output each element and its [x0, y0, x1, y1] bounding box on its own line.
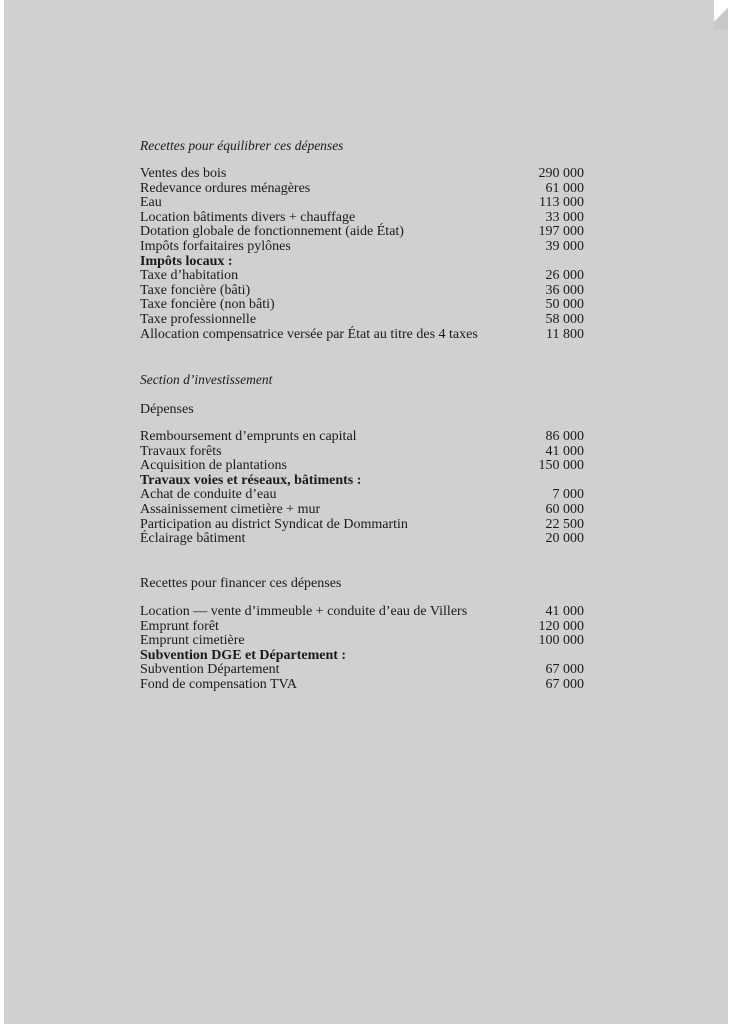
budget-line — [140, 620, 584, 635]
budget-line — [140, 313, 584, 328]
depenses-investissement-list — [140, 430, 584, 547]
budget-line — [140, 298, 584, 313]
budget-line — [140, 518, 584, 533]
line-label: Travaux forêts — [140, 443, 222, 459]
line-amount: 26 000 — [545, 268, 584, 284]
line-label: Participation au district Syndicat de Dommartin — [140, 516, 408, 532]
depenses-heading: Dépenses — [140, 402, 194, 417]
line-amount: 11 800 — [546, 326, 584, 342]
line-amount: 290 000 — [538, 166, 584, 181]
subsection-heading — [140, 474, 584, 489]
line-label: Impôts locaux : — [140, 253, 233, 269]
line-amount: 41 000 — [545, 443, 584, 459]
line-label: Redevance ordures ménagères — [140, 180, 311, 196]
line-label: Subvention Département — [140, 662, 280, 678]
budget-line — [140, 269, 584, 284]
line-label: Emprunt forêt — [140, 618, 219, 634]
line-label: Subvention DGE et Département : — [140, 647, 347, 663]
line-amount: 41 000 — [545, 604, 584, 619]
budget-line — [140, 284, 584, 299]
budget-line — [140, 663, 584, 678]
line-label: Location bâtiments divers + chauffage — [140, 209, 356, 225]
budget-line — [140, 503, 584, 518]
budget-line — [140, 532, 584, 547]
line-label: Éclairage bâtiment — [140, 531, 246, 547]
subsection-heading — [140, 255, 584, 270]
line-label: Location — vente d’immeuble + conduite d’eau de Villers — [140, 604, 468, 619]
recettes-financement-list — [140, 605, 584, 693]
budget-line — [140, 240, 584, 255]
line-amount: 7 000 — [552, 487, 584, 503]
line-amount: 86 000 — [545, 429, 584, 444]
budget-line — [140, 225, 584, 240]
line-label: Eau — [140, 195, 162, 211]
line-amount: 36 000 — [545, 282, 584, 298]
line-amount: 61 000 — [545, 180, 584, 196]
line-amount: 100 000 — [538, 633, 584, 649]
line-label: Assainissement cimetière + mur — [140, 501, 321, 517]
line-label: Impôts forfaitaires pylônes — [140, 238, 291, 254]
line-label: Taxe foncière (non bâti) — [140, 297, 275, 313]
line-label: Ventes des bois — [140, 166, 227, 181]
line-label: Taxe professionnelle — [140, 311, 257, 327]
line-amount: 67 000 — [545, 662, 584, 678]
line-amount: 113 000 — [539, 195, 584, 211]
budget-line — [140, 182, 584, 197]
budget-line — [140, 678, 584, 693]
recettes-financement-heading: Recettes pour financer ces dépenses — [140, 576, 342, 591]
subsection-heading — [140, 649, 584, 664]
line-amount: 150 000 — [538, 458, 584, 474]
line-label: Allocation compensatrice versée par État au titre des 4 taxes — [140, 326, 478, 342]
budget-line — [140, 196, 584, 211]
budget-line — [140, 445, 584, 460]
budget-line — [140, 488, 584, 503]
line-amount: 50 000 — [545, 297, 584, 313]
line-amount: 120 000 — [538, 618, 584, 634]
line-label: Travaux voies et réseaux, bâtiments : — [140, 472, 362, 488]
recettes-fonctionnement-list — [140, 167, 584, 342]
line-amount: 67 000 — [545, 676, 584, 692]
line-amount: 39 000 — [545, 238, 584, 254]
budget-line — [140, 459, 584, 474]
line-amount: 22 500 — [545, 516, 584, 532]
budget-line — [140, 634, 584, 649]
line-label: Fond de compensation TVA — [140, 676, 297, 692]
section-title-recettes: Recettes pour équilibrer ces dépenses — [140, 138, 344, 153]
line-label: Dotation globale de fonctionnement (aide État) — [140, 224, 404, 240]
line-label: Taxe foncière (bâti) — [140, 282, 251, 298]
line-amount: 20 000 — [545, 531, 584, 547]
budget-line — [140, 605, 584, 620]
line-amount: 58 000 — [545, 311, 584, 327]
budget-line — [140, 167, 584, 182]
line-label: Remboursement d’emprunts en capital — [140, 429, 357, 444]
line-amount: 197 000 — [538, 224, 584, 240]
line-label: Acquisition de plantations — [140, 458, 287, 474]
page-corner-fold — [714, 0, 728, 30]
budget-line — [140, 430, 584, 445]
section-title-investissement: Section d’investissement — [140, 372, 273, 387]
line-label: Achat de conduite d’eau — [140, 487, 277, 503]
budget-line — [140, 328, 584, 343]
line-label: Taxe d’habitation — [140, 268, 239, 284]
line-label: Emprunt cimetière — [140, 633, 245, 649]
line-amount: 33 000 — [545, 209, 584, 225]
line-amount: 60 000 — [545, 501, 584, 517]
